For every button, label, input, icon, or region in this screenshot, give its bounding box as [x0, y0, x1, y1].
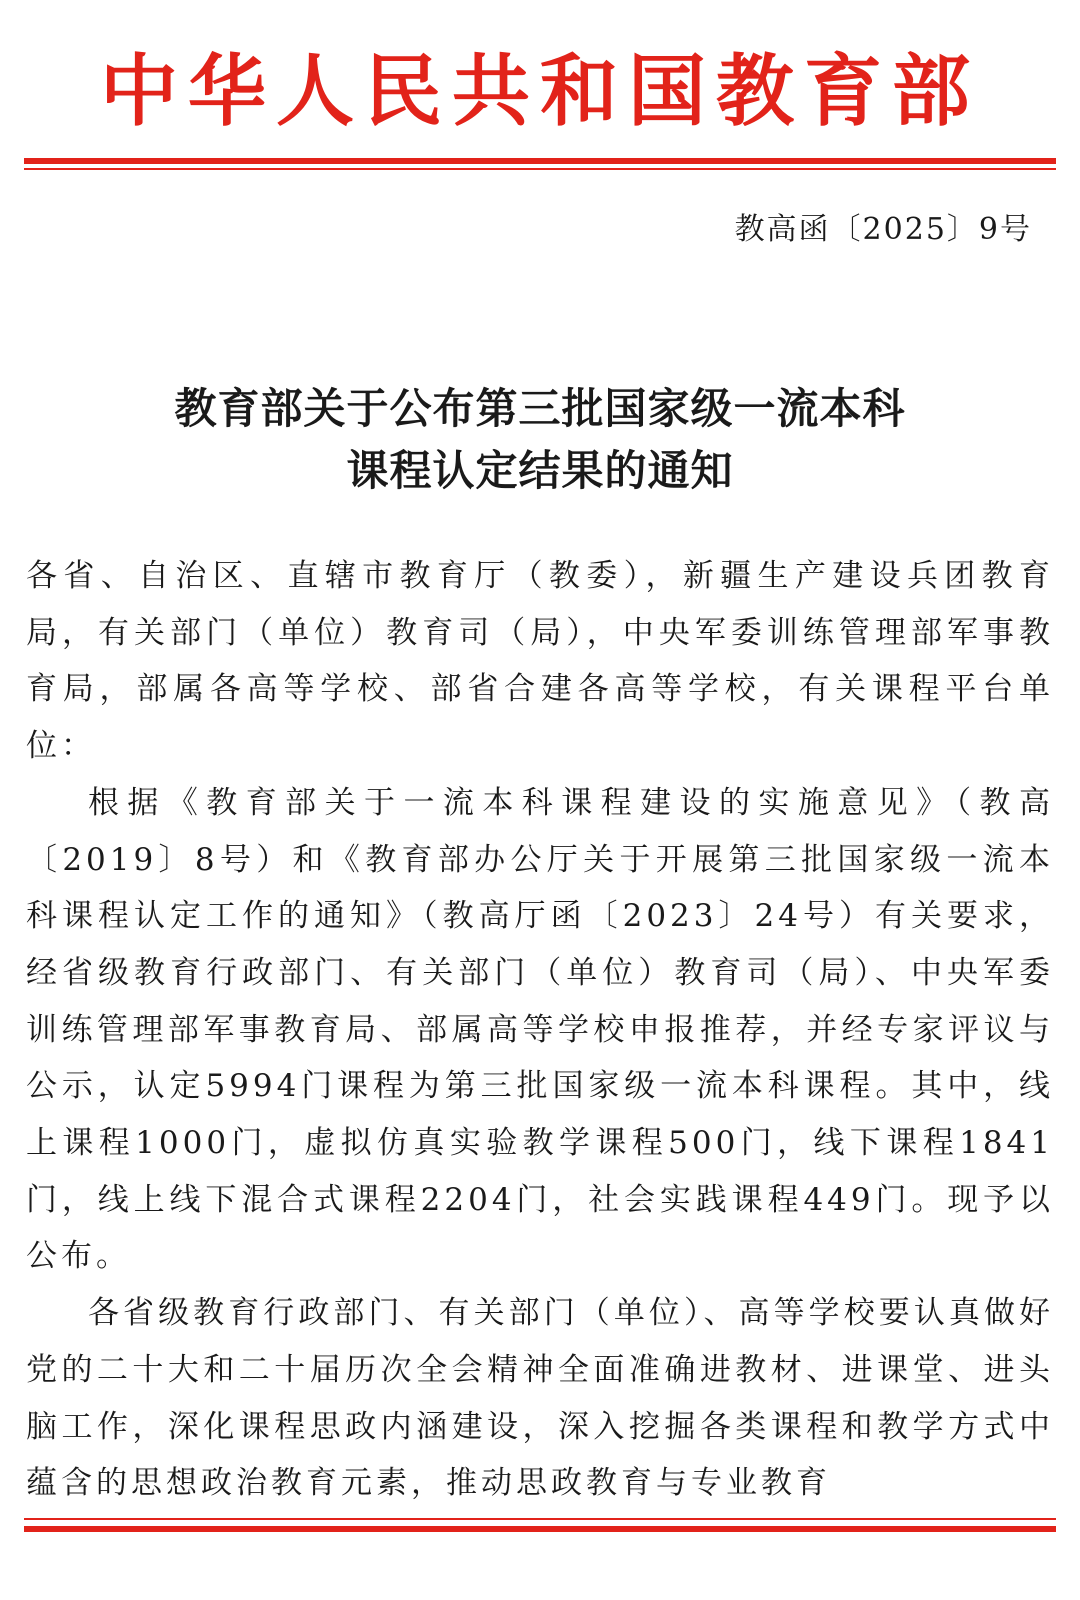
footer-rule-thin	[24, 1518, 1056, 1520]
document-title-line-2: 课程认定结果的通知	[346, 446, 734, 495]
body-paragraph-1: 根据《教育部关于一流本科课程建设的实施意见》（教高〔2019〕8号）和《教育部办公厅关于开展第三批国家级一流本科课程认定工作的通知》（教高厅函〔2023〕24号）有关要求，经省级教育行政部门、有关部门（单位）教育司（局）、中央军委训练管理部军事教育局、部属高等学校申报推荐，并经专家评议与公示，认定5994门课程为第三批国家级一流本科课程。其中，线上课程1000门，虚拟仿真实验教学课程500门，线下课程1841门，线上线下混合式课程2204门，社会实践课程449门。现予以公布。	[26, 784, 1054, 1275]
footer-rule-thick	[24, 1526, 1056, 1532]
document-title-line-1: 教育部关于公布第三批国家级一流本科	[174, 384, 906, 433]
document-title	[0, 378, 1080, 502]
issuer-heading: 中华人民共和国教育部	[99, 47, 980, 137]
header-rule-thin	[24, 168, 1056, 170]
document-number: 教高函〔2025〕9号	[734, 212, 1032, 247]
document-body	[26, 548, 1054, 1512]
body-paragraph-2: 各省级教育行政部门、有关部门（单位）、高等学校要认真做好党的二十大和二十届历次全会精神全面准确进教材、进课堂、进头脑工作，深化课程思政内涵建设，深入挖掘各类课程和教学方式中蕴含的思想政治教育元素，推动思政教育与专业教育	[26, 1295, 1054, 1502]
header-rule-thick	[24, 158, 1056, 164]
recipients-paragraph: 各省、自治区、直辖市教育厅（教委），新疆生产建设兵团教育局，有关部门（单位）教育司（局），中央军委训练管理部军事教育局，部属各高等学校、部省合建各高等学校，有关课程平台单位：	[26, 558, 1054, 765]
